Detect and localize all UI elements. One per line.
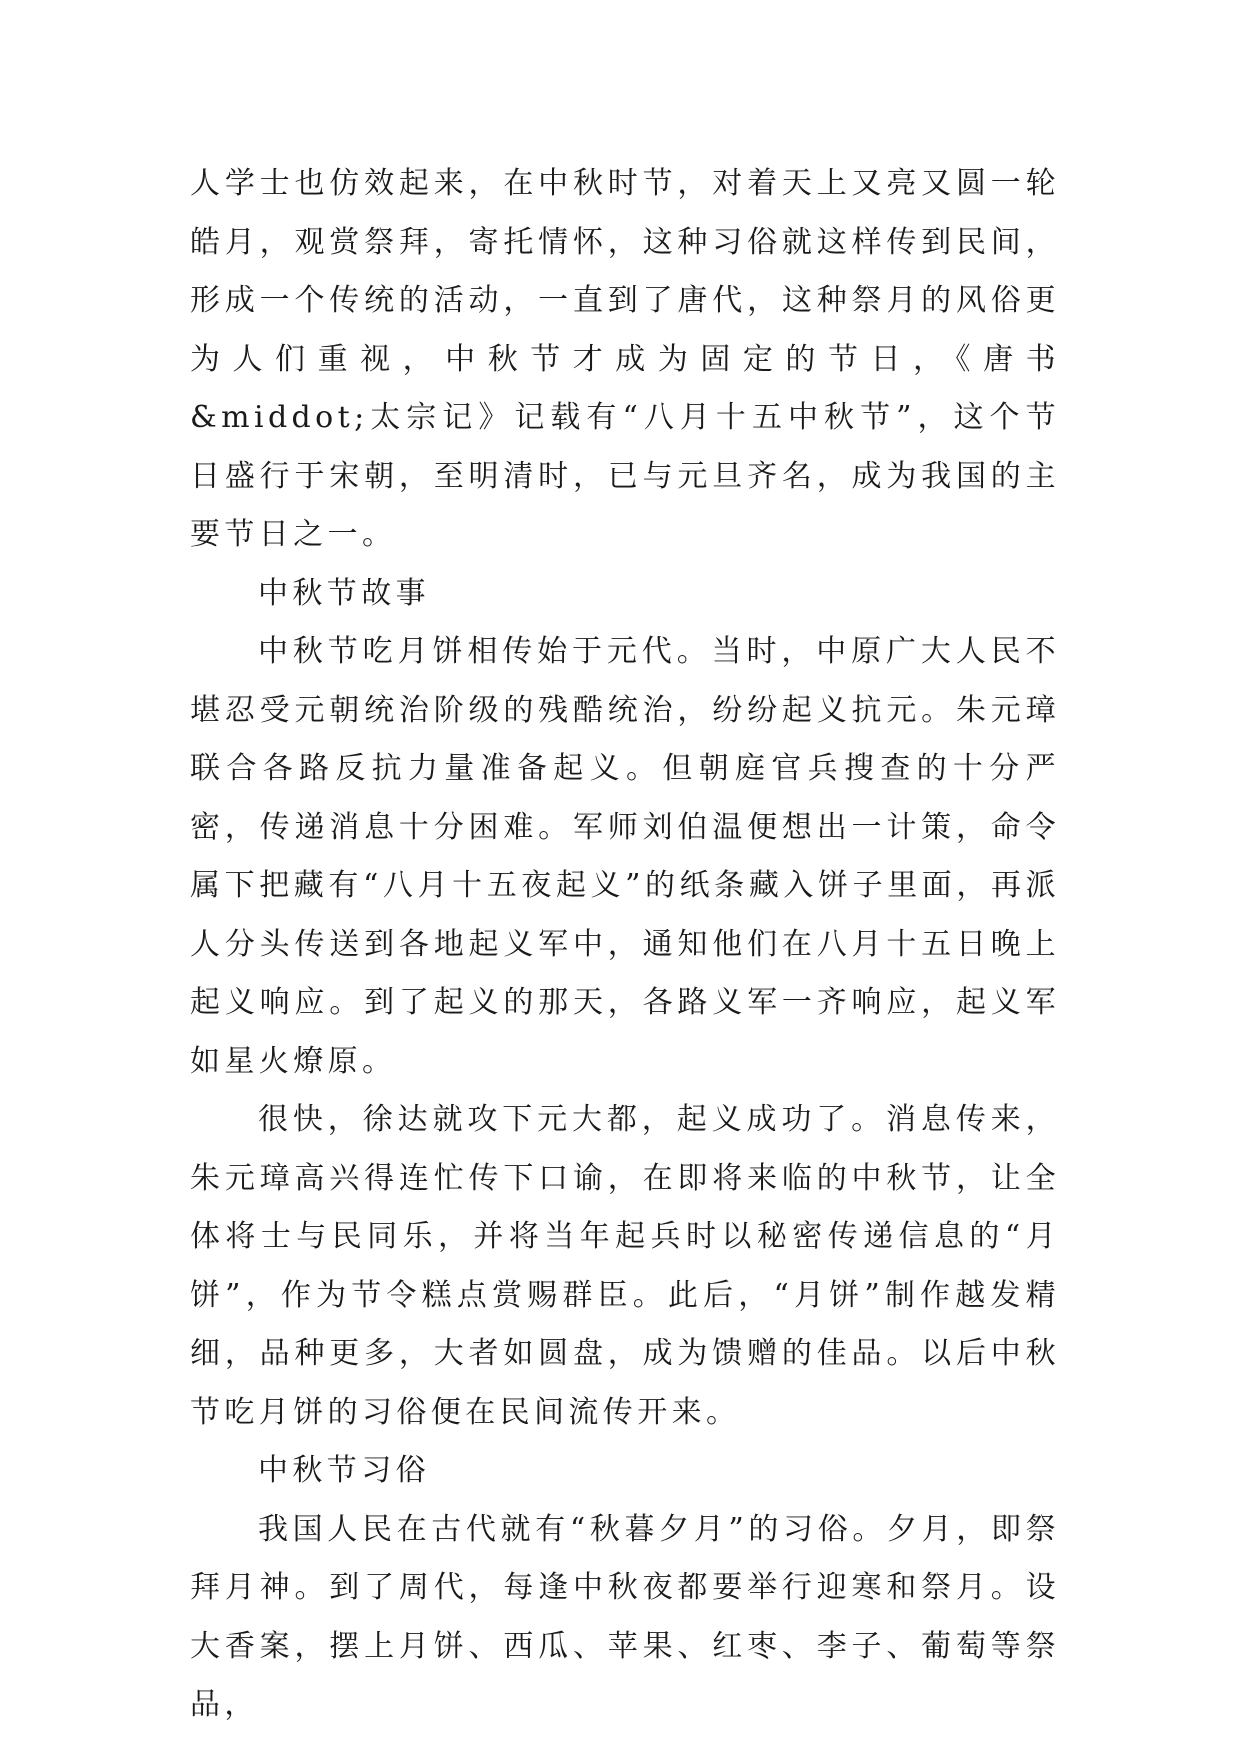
section-heading-story: 中秋节故事 — [258, 575, 430, 611]
section-heading-customs: 中秋节习俗 — [258, 1453, 430, 1488]
document-page — [190, 155, 1060, 1735]
body-paragraph-4: 我国人民在古代就有“秋暮夕月”的习俗。夕月，即祭拜月神。到了周代，每逢中秋夜都要举行迎寒和祭月。设大香案，摆上月饼、西瓜、苹果、红枣、李子、葡萄等祭品， — [190, 1511, 1060, 1722]
body-paragraph-3: 很快，徐达就攻下元大都，起义成功了。消息传来，朱元璋高兴得连忙传下口谕，在即将来临的中秋节，让全体将士与民同乐，并将当年起兵时以秘密传递信息的“月饼”，作为节令糕点赏赐群臣。此后，“月饼”制作越发精细，品种更多，大者如圆盘，成为馈赠的佳品。以后中秋节吃月饼的习俗便在民间流传开来。 — [190, 1102, 1060, 1430]
body-paragraph-2: 中秋节吃月饼相传始于元代。当时，中原广大人民不堪忍受元朝统治阶级的残酷统治，纷纷起义抗元。朱元璋联合各路反抗力量准备起义。但朝庭官兵搜查的十分严密，传递消息十分困难。军师刘伯温便想出一计策，命令属下把藏有“八月十五夜起义”的纸条藏入饼子里面，再派人分头传送到各地起义军中，通知他们在八月十五日晚上起义响应。到了起义的那天，各路义军一齐响应，起义军如星火燎原。 — [190, 634, 1060, 1079]
body-paragraph-1: 人学士也仿效起来，在中秋时节，对着天上又亮又圆一轮皓月，观赏祭拜，寄托情怀，这种习俗就这样传到民间，形成一个传统的活动，一直到了唐代，这种祭月的风俗更为人们重视，中秋节才成为固定的节日，《唐书&middot;太宗记》记载有“八月十五中秋节”，这个节日盛行于宋朝，至明清时，已与元旦齐名，成为我国的主要节日之一。 — [190, 166, 1060, 552]
